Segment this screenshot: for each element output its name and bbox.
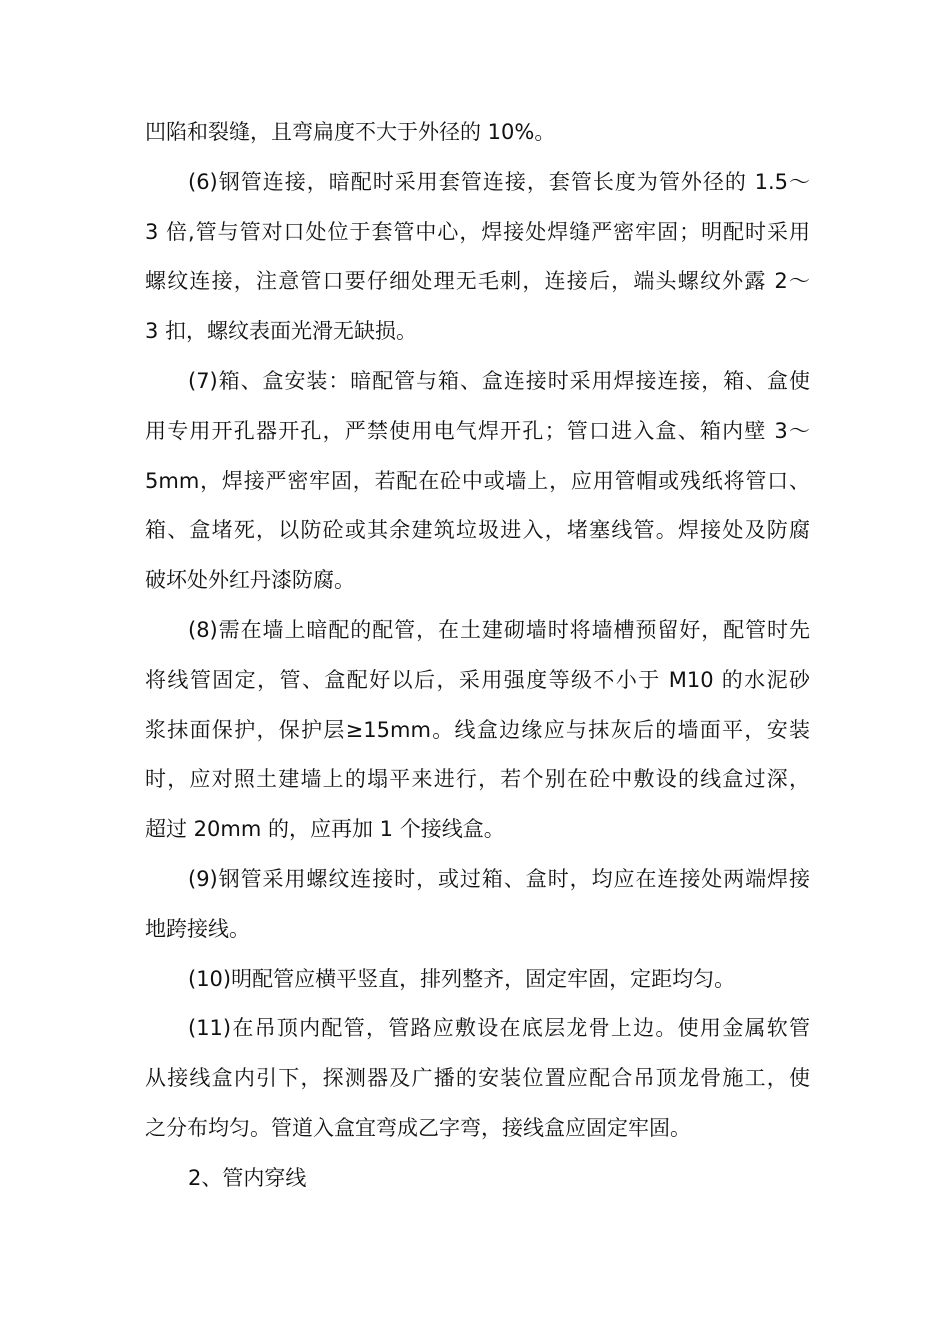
section-heading: 2、管内穿线 [188, 1166, 307, 1190]
paragraph-line: 从接线盒内引下，探测器及广播的安装位置应配合吊顶龙骨施工，使 [145, 1066, 810, 1090]
paragraph-line: (11)在吊顶内配管，管路应敷设在底层龙骨上边。使用金属软管 [188, 1016, 810, 1040]
paragraph-line: 破坏处外红丹漆防腐。 [145, 568, 355, 592]
paragraph-line: 之分布均匀。管道入盒宜弯成乙字弯，接线盒应固定牢固。 [145, 1116, 691, 1140]
paragraph-line: 时，应对照土建墙上的塌平来进行，若个别在砼中敷设的线盒过深， [145, 767, 810, 791]
paragraph-line: 超过 20mm 的，应再加 1 个接线盒。 [145, 817, 505, 841]
paragraph-line: 地跨接线。 [145, 917, 250, 941]
paragraph-line: (8)需在墙上暗配的配管，在土建砌墙时将墙槽预留好，配管时先 [188, 618, 810, 642]
paragraph-line: 5mm，焊接严密牢固，若配在砼中或墙上，应用管帽或残纸将管口、 [145, 469, 810, 493]
paragraph-line: 3 倍,管与管对口处位于套管中心，焊接处焊缝严密牢固；明配时采用 [145, 220, 810, 244]
paragraph-line: 用专用开孔器开孔，严禁使用电气焊开孔；管口进入盒、箱内壁 3～ [145, 419, 810, 443]
paragraph-line: (6)钢管连接，暗配时采用套管连接，套管长度为管外径的 1.5～ [188, 170, 810, 194]
paragraph-line: 浆抹面保护，保护层≥15mm。线盒边缘应与抹灰后的墙面平，安装 [145, 718, 810, 742]
paragraph-line: 3 扣，螺纹表面光滑无缺损。 [145, 319, 418, 343]
paragraph-line: (10)明配管应横平竖直，排列整齐，固定牢固，定距均匀。 [188, 967, 736, 991]
paragraph-line: (7)箱、盒安装：暗配管与箱、盒连接时采用焊接连接，箱、盒使 [188, 369, 810, 393]
paragraph-line: 螺纹连接，注意管口要仔细处理无毛刺，连接后，端头螺纹外露 2～ [145, 269, 810, 293]
paragraph-line: 将线管固定，管、盒配好以后，采用强度等级不小于 M10 的水泥砂 [145, 668, 810, 692]
paragraph-line: (9)钢管采用螺纹连接时，或过箱、盒时，均应在连接处两端焊接 [188, 867, 810, 891]
paragraph-line: 凹陷和裂缝，且弯扁度不大于外径的 10%。 [145, 120, 556, 144]
paragraph-line: 箱、盒堵死，以防砼或其余建筑垃圾进入，堵塞线管。焊接处及防腐 [145, 518, 810, 542]
